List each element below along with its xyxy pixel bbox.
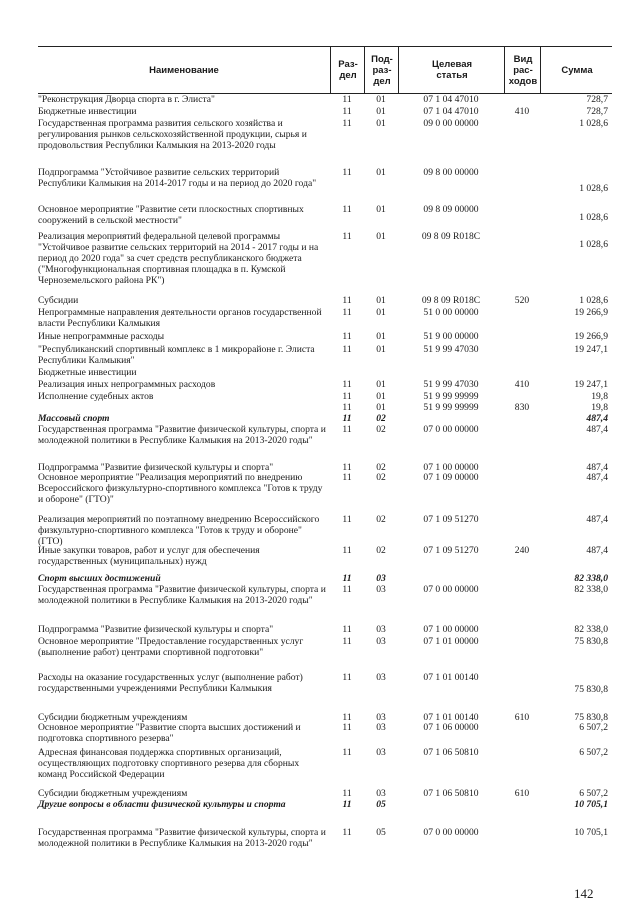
row-name: Подпрограмма "Развитие физической культуры и спорта"	[38, 462, 274, 473]
row-name: Иные непрограммные расходы	[38, 331, 165, 342]
row-sum: 487,4	[586, 462, 608, 473]
row-vid: 610	[514, 788, 530, 799]
row-razdel: 11	[342, 472, 352, 483]
row-sum: 487,4	[586, 545, 608, 556]
row-target: 09 8 00 00000	[423, 167, 479, 178]
row-podrazdel: 02	[376, 413, 386, 424]
row-name: Непрограммные направления деятельности органов государственной власти Республики Калмыкия	[38, 307, 322, 329]
row-name: Подпрограмма "Развитие физической культуры и спорта"	[38, 624, 274, 635]
row-name: Реализация мероприятий федеральной целевой программы "Устойчивое развитие сельских территорий на 2014 - 2017 годы и на период до 2020 года" за счет средств республиканского бюджета ("Многофункциональная спортивная площадка в п. Кумской Черноземельского района РК")	[38, 231, 319, 286]
row-sum: 19,8	[591, 402, 608, 413]
row-name: Основное мероприятие "Предоставление государственных услуг (выполнение работ) центрами спортивной подготовки"	[38, 636, 304, 658]
row-target: 09 8 09 R018C	[421, 231, 481, 242]
row-name: Бюджетные инвестиции	[38, 106, 137, 117]
row-sum: 1 028,6	[579, 212, 608, 223]
row-target: 09 0 00 00000	[423, 118, 479, 129]
row-podrazdel: 01	[376, 344, 386, 355]
row-target: 07 1 00 00000	[423, 462, 479, 473]
row-podrazdel: 01	[376, 231, 386, 242]
row-podrazdel: 02	[376, 462, 386, 473]
row-razdel: 11	[342, 331, 352, 342]
row-podrazdel: 01	[376, 167, 386, 178]
row-podrazdel: 01	[376, 307, 386, 318]
row-podrazdel: 03	[376, 747, 386, 758]
row-name: Адресная финансовая поддержка спортивных организаций, осуществляющих подготовку спортивного резерва для сборных команд Российской Федерации	[38, 747, 300, 780]
row-name: "Реконструкция Дворца спорта в г. Элиста"	[38, 94, 215, 105]
row-sum: 75 830,8	[574, 636, 608, 647]
row-sum: 6 507,2	[579, 747, 608, 758]
row-name: Основное мероприятие "Реализация мероприятий по внедрению Всероссийского физкультурно-спортивного комплекса "Готов к труду и обороне" (ГТО)"	[38, 472, 323, 505]
row-name: Реализация мероприятий по поэтапному внедрению Всероссийского физкультурно-спортивного комплекса "Готов к труду и обороне" (ГТО)	[38, 514, 320, 547]
row-target: 51 9 99 47030	[423, 344, 479, 355]
row-sum: 19 266,9	[574, 331, 608, 342]
row-target: 07 1 06 50810	[423, 747, 479, 758]
row-target: 07 1 04 47010	[423, 94, 479, 105]
row-name: Государственная программа "Развитие физической культуры, спорта и молодежной политики в Республике Калмыкия на 2013-2020 годы"	[38, 424, 326, 446]
row-sum: 19 247,1	[574, 344, 608, 355]
row-name: Реализация иных непрограммных расходов	[38, 379, 216, 390]
row-razdel: 11	[342, 584, 352, 595]
row-razdel: 11	[342, 827, 352, 838]
row-name: Другие вопросы в области физической культуры и спорта	[38, 799, 286, 810]
row-target: 51 9 99 99999	[423, 391, 479, 402]
row-razdel: 11	[342, 747, 352, 758]
row-podrazdel: 01	[376, 391, 386, 402]
row-razdel: 11	[342, 624, 352, 635]
row-razdel: 11	[342, 545, 352, 556]
row-sum: 728,7	[586, 106, 608, 117]
row-name: Подпрограмма "Устойчивое развитие сельских территорий Республики Калмыкия на 2014-2017 годы и на период до 2020 года"	[38, 167, 317, 189]
row-sum: 6 507,2	[579, 788, 608, 799]
row-razdel: 11	[342, 118, 352, 129]
row-sum: 487,4	[586, 424, 608, 435]
row-razdel: 11	[342, 402, 352, 413]
row-razdel: 11	[342, 413, 352, 424]
row-sum: 1 028,6	[579, 118, 608, 129]
row-target: 09 8 09 R018C	[421, 295, 481, 306]
row-name: Государственная программа развития сельского хозяйства и регулирования рынков сельскохозяйственной продукции, сырья и продовольствия Республики Калмыкия на 2013-2020 годы	[38, 118, 307, 151]
row-podrazdel: 03	[376, 584, 386, 595]
row-name: Бюджетные инвестиции	[38, 367, 137, 378]
row-name: Субсидии бюджетным учреждениям	[38, 712, 188, 723]
row-sum: 487,4	[586, 514, 608, 525]
row-razdel: 11	[342, 722, 352, 733]
row-podrazdel: 01	[376, 118, 386, 129]
row-razdel: 11	[342, 106, 352, 117]
row-podrazdel: 01	[376, 94, 386, 105]
row-razdel: 11	[342, 462, 352, 473]
header-podrazdel: Под- раз- дел	[364, 47, 399, 93]
row-razdel: 11	[342, 167, 352, 178]
row-target: 07 1 04 47010	[423, 106, 479, 117]
row-target: 07 1 01 00000	[423, 636, 479, 647]
row-razdel: 11	[342, 295, 352, 306]
row-target: 09 8 09 00000	[423, 204, 479, 215]
row-sum: 487,4	[586, 472, 608, 483]
row-sum: 19 266,9	[574, 307, 608, 318]
row-name: Иные закупки товаров, работ и услуг для обеспечения государственных (муниципальных) нужд	[38, 545, 260, 567]
row-target: 07 0 00 00000	[423, 827, 479, 838]
row-name: Исполнение судебных актов	[38, 391, 154, 402]
row-podrazdel: 01	[376, 402, 386, 413]
row-razdel: 11	[342, 204, 352, 215]
row-razdel: 11	[342, 573, 352, 584]
row-sum: 82 338,0	[574, 584, 608, 595]
row-razdel: 11	[342, 636, 352, 647]
header-razdel: Раз- дел	[330, 47, 365, 93]
row-podrazdel: 03	[376, 672, 386, 683]
row-target: 07 1 06 00000	[423, 722, 479, 733]
row-podrazdel: 03	[376, 712, 386, 723]
row-vid: 520	[514, 295, 530, 306]
row-podrazdel: 02	[376, 545, 386, 556]
row-name: Расходы на оказание государственных услуг (выполнение работ) государственными учреждениями Республики Калмыкия	[38, 672, 303, 694]
row-target: 07 1 01 00140	[423, 672, 479, 683]
row-name: "Республиканский спортивный комплекс в 1 микрорайоне г. Элиста Республики Калмыкия"	[38, 344, 315, 366]
row-razdel: 11	[342, 712, 352, 723]
row-target: 07 0 00 00000	[423, 424, 479, 435]
row-name: Массовый спорт	[38, 413, 110, 424]
row-razdel: 11	[342, 514, 352, 525]
row-sum: 1 028,6	[579, 183, 608, 194]
row-vid: 410	[514, 106, 530, 117]
row-podrazdel: 02	[376, 472, 386, 483]
row-sum: 10 705,1	[574, 799, 608, 810]
row-name: Основное мероприятие "Развитие сети плоскостных спортивных сооружений в сельской местности"	[38, 204, 304, 226]
row-podrazdel: 05	[376, 827, 386, 838]
row-podrazdel: 03	[376, 788, 386, 799]
row-sum: 6 507,2	[579, 722, 608, 733]
row-sum: 82 338,0	[574, 573, 608, 584]
row-sum: 75 830,8	[574, 684, 608, 695]
row-podrazdel: 03	[376, 636, 386, 647]
row-podrazdel: 03	[376, 722, 386, 733]
row-podrazdel: 01	[376, 204, 386, 215]
row-sum: 10 705,1	[574, 827, 608, 838]
row-razdel: 11	[342, 344, 352, 355]
page-number: 142	[574, 886, 594, 901]
row-target: 07 1 00 00000	[423, 624, 479, 635]
row-name: Основное мероприятие "Развитие спорта высших достижений и подготовка спортивного резерва"	[38, 722, 301, 744]
row-sum: 728,7	[586, 94, 608, 105]
row-sum: 19 247,1	[574, 379, 608, 390]
row-sum: 19,8	[591, 391, 608, 402]
row-sum: 487,4	[586, 413, 608, 424]
row-razdel: 11	[342, 672, 352, 683]
row-vid: 240	[514, 545, 530, 556]
row-razdel: 11	[342, 424, 352, 435]
row-name: Государственная программа "Развитие физической культуры, спорта и молодежной политики в Республике Калмыкия на 2013-2020 годы"	[38, 584, 326, 606]
row-podrazdel: 01	[376, 331, 386, 342]
header-vid: Вид рас- ходов	[504, 47, 541, 93]
row-razdel: 11	[342, 94, 352, 105]
table-header	[38, 46, 612, 94]
row-razdel: 11	[342, 307, 352, 318]
row-podrazdel: 01	[376, 379, 386, 390]
row-target: 07 0 00 00000	[423, 584, 479, 595]
row-target: 51 9 99 99999	[423, 402, 479, 413]
header-sum: Сумма	[540, 47, 613, 93]
row-podrazdel: 02	[376, 424, 386, 435]
row-target: 07 1 09 51270	[423, 545, 479, 556]
header-name: Наименование	[149, 64, 219, 76]
budget-table	[38, 46, 612, 849]
row-target: 07 1 09 51270	[423, 514, 479, 525]
row-podrazdel: 01	[376, 106, 386, 117]
row-razdel: 11	[342, 799, 352, 810]
row-razdel: 11	[342, 231, 352, 242]
row-razdel: 11	[342, 788, 352, 799]
row-name: Спорт высших достижений	[38, 573, 161, 584]
row-sum: 82 338,0	[574, 624, 608, 635]
row-name: Государственная программа "Развитие физической культуры, спорта и молодежной политики в Республике Калмыкия на 2013-2020 годы"	[38, 827, 326, 849]
row-name: Субсидии	[38, 295, 79, 306]
row-target: 51 9 99 47030	[423, 379, 479, 390]
row-target: 51 0 00 00000	[423, 307, 479, 318]
row-razdel: 11	[342, 391, 352, 402]
row-target: 07 1 06 50810	[423, 788, 479, 799]
row-sum: 1 028,6	[579, 239, 608, 250]
row-vid: 610	[514, 712, 530, 723]
row-razdel: 11	[342, 379, 352, 390]
row-podrazdel: 05	[376, 799, 386, 810]
row-name: Субсидии бюджетным учреждениям	[38, 788, 188, 799]
row-podrazdel: 01	[376, 295, 386, 306]
row-podrazdel: 02	[376, 514, 386, 525]
row-vid: 830	[514, 402, 530, 413]
row-target: 07 1 01 00140	[423, 712, 479, 723]
row-podrazdel: 03	[376, 573, 386, 584]
row-target: 51 9 00 00000	[423, 331, 479, 342]
header-target: Целевая статья	[398, 47, 505, 93]
row-vid: 410	[514, 379, 530, 390]
row-sum: 1 028,6	[579, 295, 608, 306]
row-target: 07 1 09 00000	[423, 472, 479, 483]
row-podrazdel: 03	[376, 624, 386, 635]
row-sum: 75 830,8	[574, 712, 608, 723]
